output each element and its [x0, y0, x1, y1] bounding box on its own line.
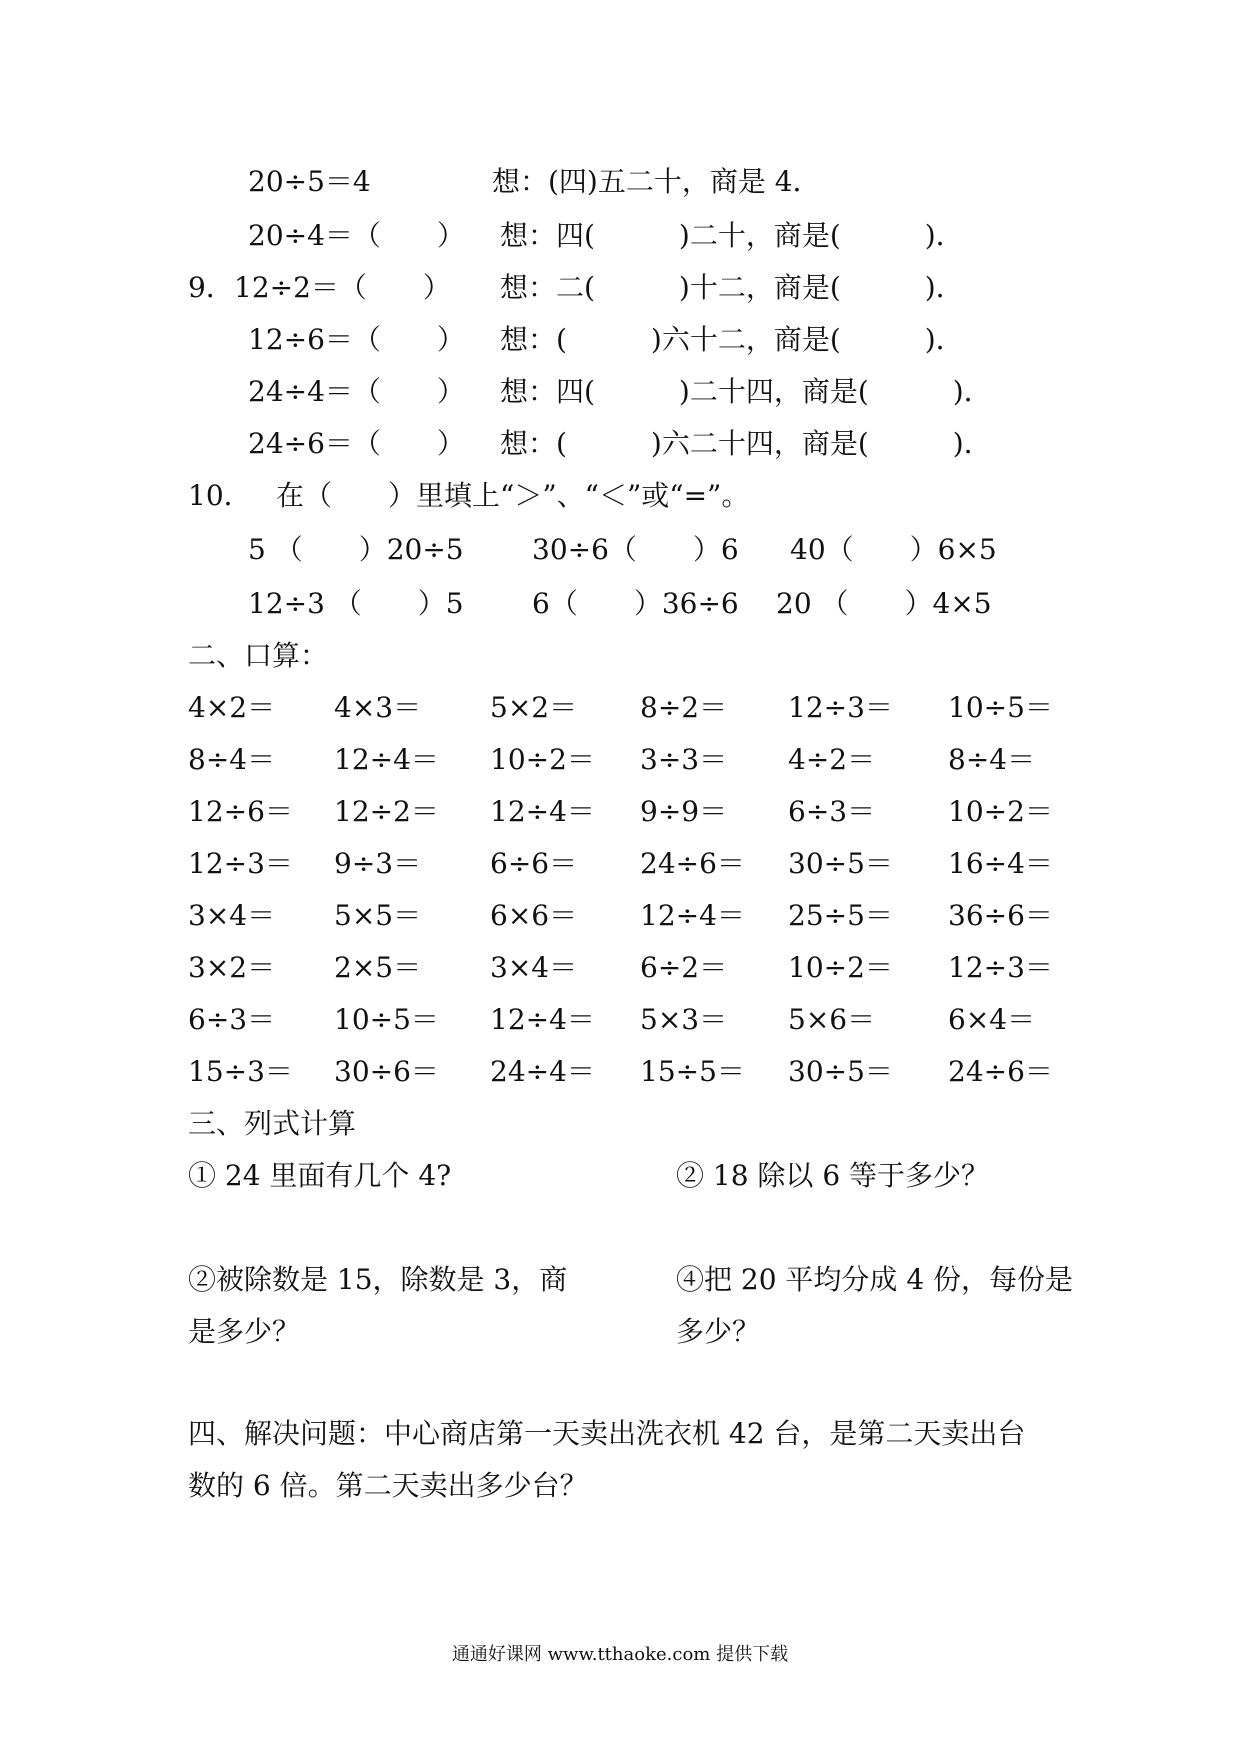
compare-item: 12÷3 （ ）5 [248, 587, 464, 620]
formula-question: ②被除数是 15，除数是 3，商 [188, 1263, 568, 1296]
arithmetic-item: 5×2＝ [490, 691, 578, 724]
arithmetic-item: 6×4＝ [948, 1003, 1036, 1036]
arithmetic-item: 3÷3＝ [640, 743, 728, 776]
arithmetic-item: 12÷3＝ [948, 951, 1053, 984]
arithmetic-item: 15÷5＝ [640, 1055, 745, 1088]
compare-item: 40（ ）6×5 [790, 533, 997, 566]
arithmetic-item: 3×2＝ [188, 951, 276, 984]
arithmetic-item: 4÷2＝ [788, 743, 876, 776]
section-title: 三、列式计算 [188, 1107, 357, 1140]
formula-question: ② 18 除以 6 等于多少？ [676, 1159, 990, 1192]
section-title: 二、口算： [188, 639, 329, 672]
arithmetic-item: 9÷3＝ [334, 847, 422, 880]
example-hint: 想：(四)五二十，商是 4． [492, 165, 821, 198]
compare-item: 6（ ）36÷6 [532, 587, 739, 620]
arithmetic-item: 16÷4＝ [948, 847, 1053, 880]
fill-equation: 12÷6＝（ ） [248, 323, 465, 356]
fill-hint: 想：四( )二十，商是( )． [500, 219, 964, 252]
arithmetic-item: 8÷4＝ [948, 743, 1036, 776]
arithmetic-item: 24÷6＝ [640, 847, 745, 880]
problem-text: 四、解决问题：中心商店第一天卖出洗衣机 42 台，是第二天卖出台 [188, 1417, 1026, 1450]
arithmetic-item: 10÷5＝ [334, 1003, 439, 1036]
compare-item: 20 （ ）4×5 [776, 587, 992, 620]
arithmetic-item: 6÷3＝ [188, 1003, 276, 1036]
arithmetic-item: 30÷5＝ [788, 1055, 893, 1088]
arithmetic-item: 6÷2＝ [640, 951, 728, 984]
fill-equation: 12÷2＝（ ） [234, 271, 451, 304]
compare-instruction: 在（ ）里填上“＞”、“＜”或“=”。 [276, 479, 750, 512]
arithmetic-item: 12÷4＝ [490, 1003, 595, 1036]
arithmetic-item: 24÷6＝ [948, 1055, 1053, 1088]
question-number: 10． [188, 479, 252, 512]
arithmetic-item: 5×3＝ [640, 1003, 728, 1036]
fill-equation: 24÷6＝（ ） [248, 427, 465, 460]
arithmetic-item: 30÷6＝ [334, 1055, 439, 1088]
arithmetic-item: 3×4＝ [188, 899, 276, 932]
arithmetic-item: 12÷6＝ [188, 795, 293, 828]
fill-hint: 想：( )六二十四，商是( )． [500, 427, 992, 460]
arithmetic-item: 10÷2＝ [948, 795, 1053, 828]
fill-equation: 24÷4＝（ ） [248, 375, 465, 408]
arithmetic-item: 9÷9＝ [640, 795, 728, 828]
arithmetic-item: 10÷2＝ [490, 743, 595, 776]
arithmetic-item: 24÷4＝ [490, 1055, 595, 1088]
arithmetic-item: 5×5＝ [334, 899, 422, 932]
formula-question: ④把 20 平均分成 4 份，每份是 [676, 1263, 1074, 1296]
arithmetic-item: 10÷5＝ [948, 691, 1053, 724]
arithmetic-item: 15÷3＝ [188, 1055, 293, 1088]
arithmetic-item: 5×6＝ [788, 1003, 876, 1036]
arithmetic-item: 2×5＝ [334, 951, 422, 984]
arithmetic-item: 12÷3＝ [788, 691, 893, 724]
arithmetic-item: 36÷6＝ [948, 899, 1053, 932]
arithmetic-item: 4×2＝ [188, 691, 276, 724]
arithmetic-item: 12÷4＝ [334, 743, 439, 776]
arithmetic-item: 12÷4＝ [640, 899, 745, 932]
arithmetic-item: 6×6＝ [490, 899, 578, 932]
question-number: 9． [188, 271, 234, 304]
formula-question-cont: 多少？ [676, 1315, 761, 1348]
fill-hint: 想：( )六十二，商是( )． [500, 323, 964, 356]
problem-text: 数的 6 倍。第二天卖出多少台？ [188, 1469, 588, 1502]
arithmetic-item: 4×3＝ [334, 691, 422, 724]
arithmetic-item: 12÷2＝ [334, 795, 439, 828]
arithmetic-item: 6÷3＝ [788, 795, 876, 828]
arithmetic-item: 10÷2＝ [788, 951, 893, 984]
fill-equation: 20÷4＝（ ） [248, 219, 465, 252]
arithmetic-item: 8÷2＝ [640, 691, 728, 724]
arithmetic-item: 25÷5＝ [788, 899, 893, 932]
arithmetic-item: 3×4＝ [490, 951, 578, 984]
fill-hint: 想：四( )二十四，商是( )． [500, 375, 992, 408]
arithmetic-item: 12÷3＝ [188, 847, 293, 880]
formula-question-cont: 是多少？ [188, 1315, 301, 1348]
arithmetic-item: 12÷4＝ [490, 795, 595, 828]
fill-hint: 想：二( )十二，商是( )． [500, 271, 964, 304]
example-equation: 20÷5＝4 [248, 165, 371, 198]
compare-item: 5 （ ）20÷5 [248, 533, 464, 566]
compare-item: 30÷6（ ）6 [532, 533, 739, 566]
arithmetic-item: 6÷6＝ [490, 847, 578, 880]
footer-credit: 通通好课网 www.tthaoke.com 提供下载 [451, 1644, 789, 1665]
arithmetic-item: 8÷4＝ [188, 743, 276, 776]
formula-question: ① 24 里面有几个 4? [188, 1159, 452, 1192]
arithmetic-item: 30÷5＝ [788, 847, 893, 880]
